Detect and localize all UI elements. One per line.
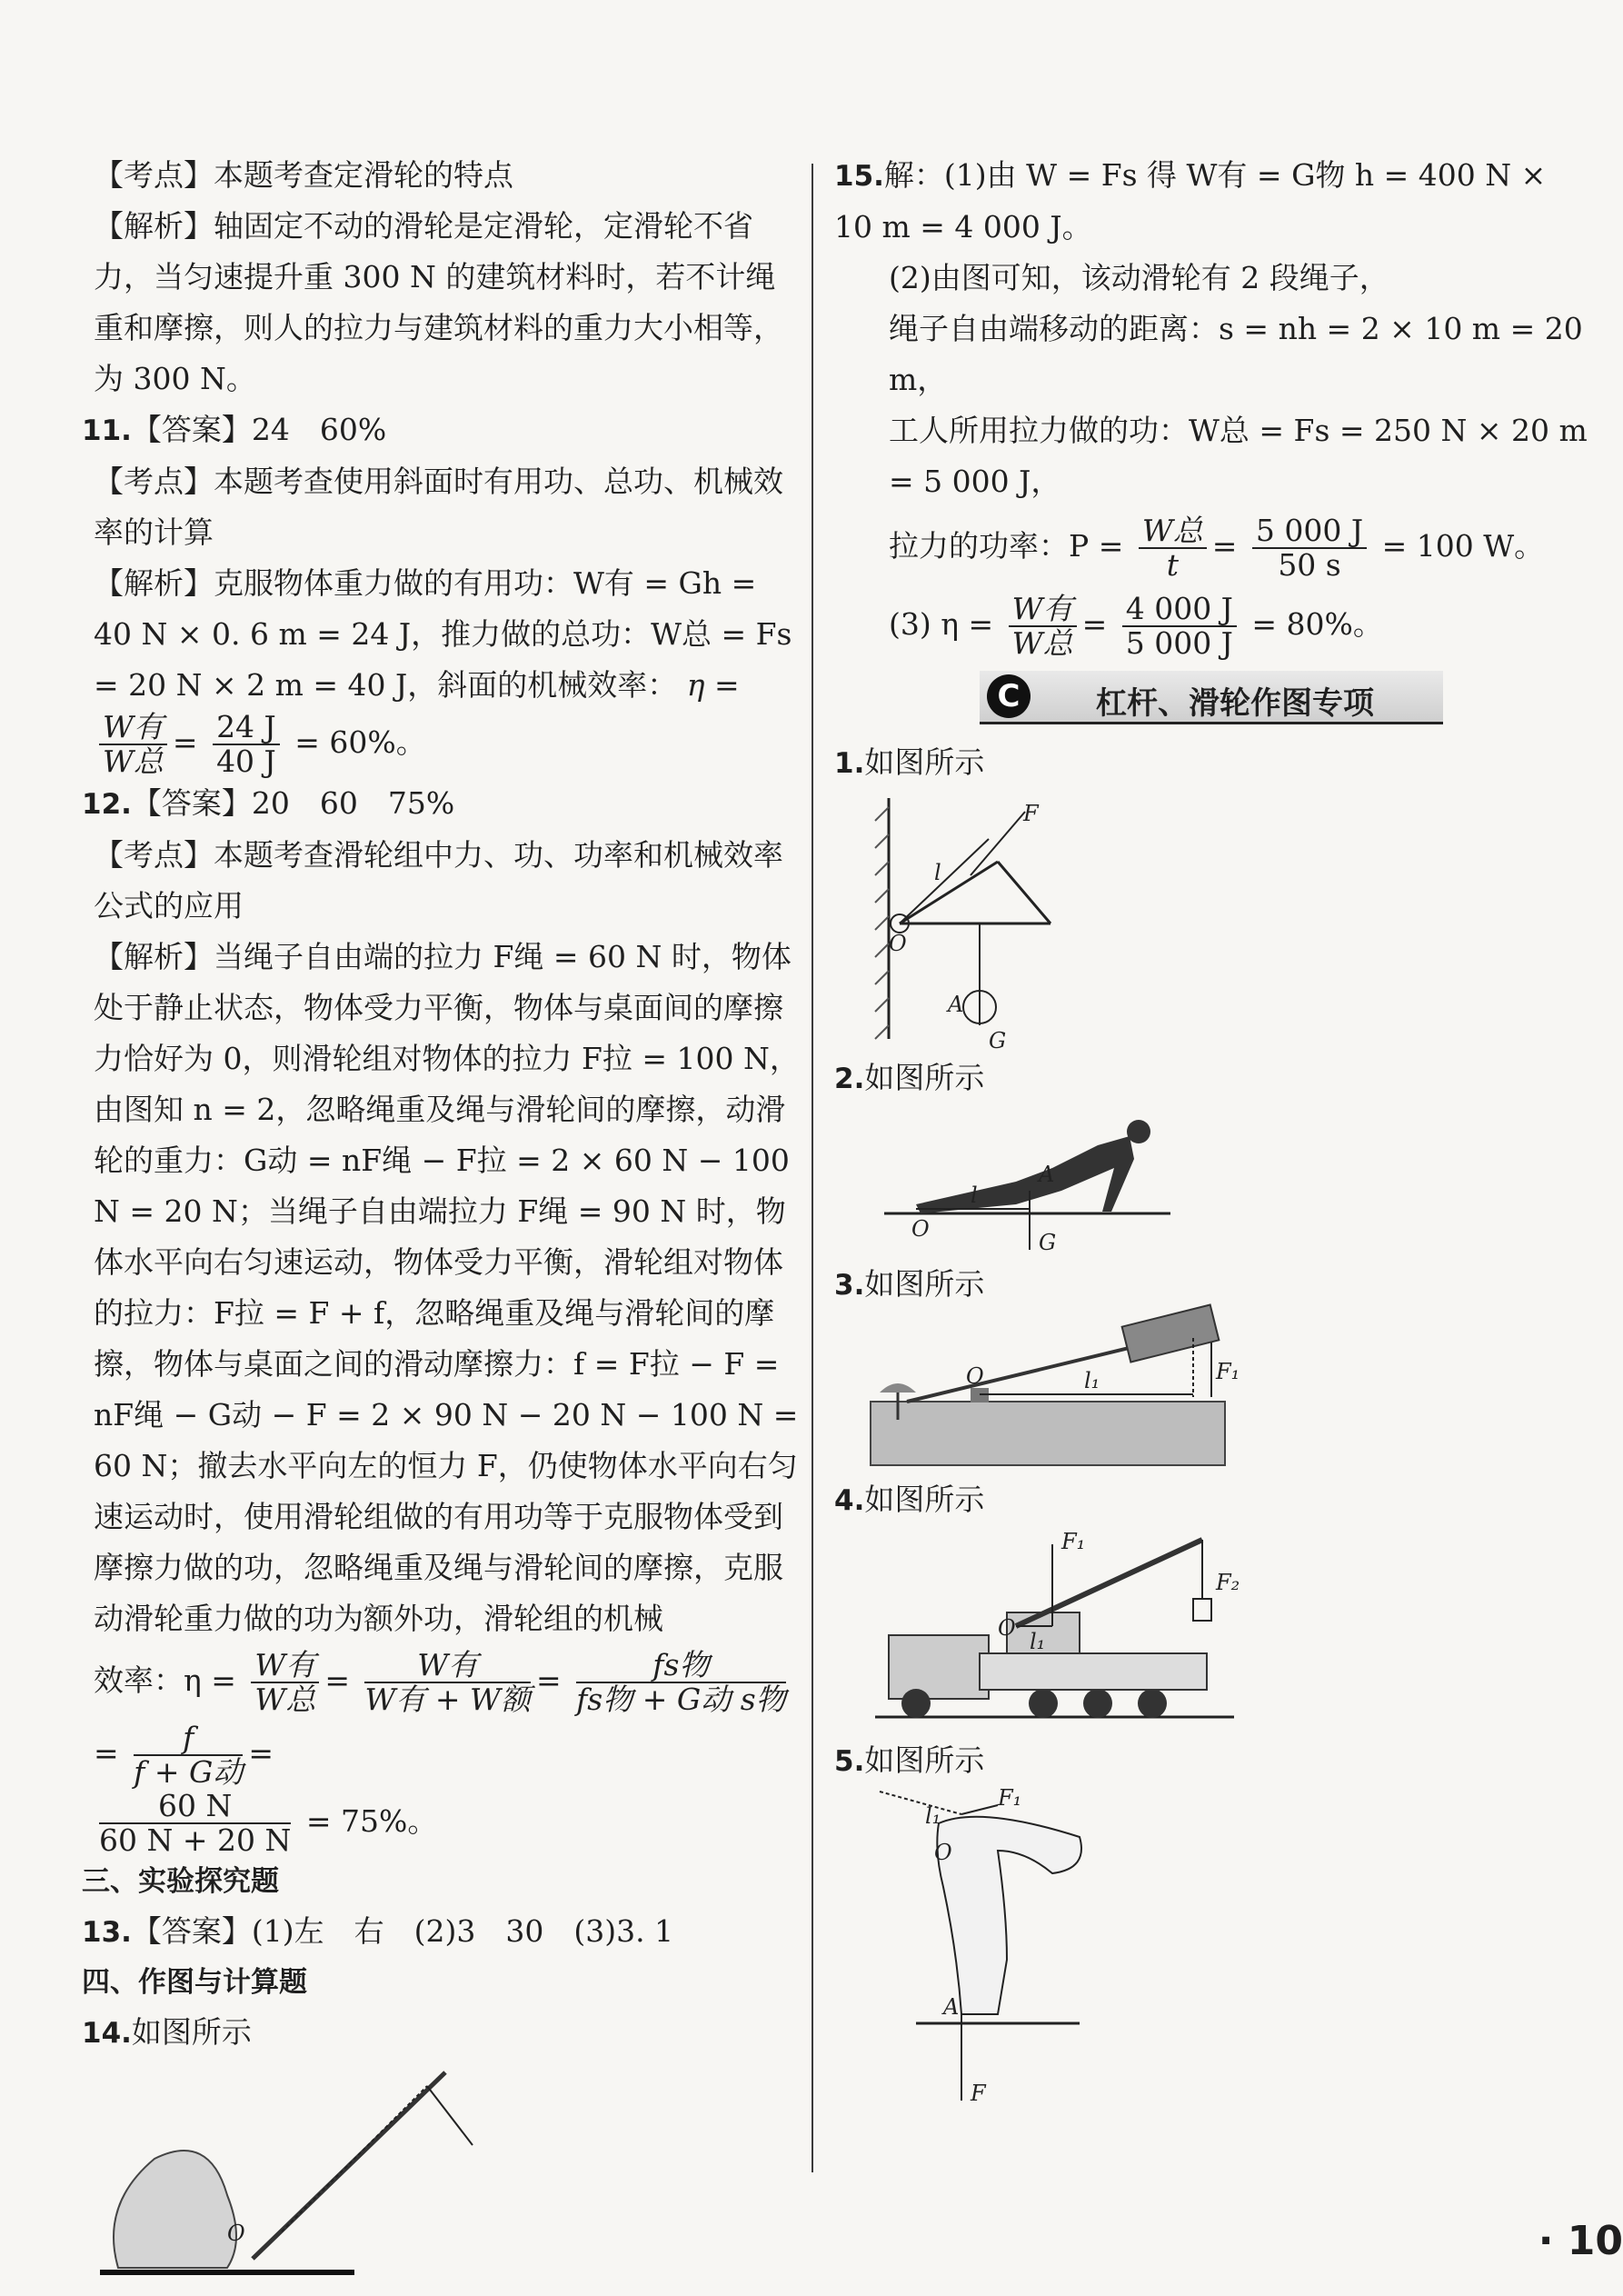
q12-jiexi: 【解析】当绳子自由端的拉力 F绳 = 60 N 时，物体处于静止状态，物体受力平衡，物体与桌面间的摩擦力恰好为 0，则滑轮组对物体的拉力 F拉 = 100 N，由图知 n = 2，忽略绳重及绳与滑轮间的摩擦，动滑轮的重力：G动 = nF绳 − F拉 = 2 × 60 N − 100 N = 20 N；当绳子自由端拉力 F绳 = 90 N 时，物体水平向右匀速运动，物体受力平衡，滑轮组对物体的拉力：F拉 = F + f，忽略绳重及绳与滑轮间的摩擦，物体与桌面之间的滑动摩擦力：f = F拉 − F = nF绳 − G动 − F = 2 × 90 N − 20 N − 100 N = 60 N；撤去水平向左的恒力 F，仍使物体水平向右匀速运动时，使用滑轮组做的有用功等于克服物体受到摩擦力做的功，忽略绳重及绳与滑轮间的摩擦，克服动滑轮重力做的功为额外功，滑轮组的机械 xyxy=(94,939,800,1636)
q15-eff-frac2: $\frac{4 000 J}{5 000 J}$ xyxy=(1122,593,1237,660)
q15-efficiency: (3) η = $\frac{\text{W有}}{\text{W总}}$ = $\frac{4 000 J}{5 000 J}$ = 80%。 xyxy=(889,591,1383,661)
item5-label-F: F xyxy=(971,2081,986,2106)
section-c-banner xyxy=(980,671,1443,724)
left-column xyxy=(82,150,800,2286)
q11-number: 11. xyxy=(82,414,132,447)
q12-efficiency-formula: 效率：η = $\frac{\text{W有}}{\text{W总}}$ = $\frac{\text{W有}}{\text{W有 + W额}}$ = $\frac{\text{fs物}}{\text{fs物 + G动 s物}}$ = $\frac{f}{\text{f + G动}}$ = xyxy=(94,1647,786,1790)
q11-jiexi: 【解析】克服物体重力做的有用功：W有 = Gh = 40 N × 0. 6 m = 24 J，推力做的总功：W总 = Fs = 20 N × 2 m = 40 J，斜面的机械效率： η = $\frac{\text{W有}}{\text{W总}}$ = $\frac{24 J}{40 J}$ = 60%。 xyxy=(94,565,792,779)
item5-label-A: A xyxy=(943,1994,960,2020)
q15-number: 15. xyxy=(834,160,884,193)
q12-frac4: $\frac{f}{\text{f + G动}}$ xyxy=(134,1720,244,1790)
q12-answer: 【答案】20 60 75% xyxy=(131,785,455,821)
item3-lever-figure xyxy=(871,1311,1240,1474)
item3-text: 如图所示 xyxy=(864,1266,985,1302)
item2-label-G: G xyxy=(1039,1230,1057,1255)
q12-result: = 75%。 xyxy=(305,1803,438,1839)
section-3-title: 三、实验探究题 xyxy=(82,1865,279,1898)
q15-line2: (2)由图可知，该动滑轮有 2 段绳子， xyxy=(889,260,1389,295)
item2-pushup-figure xyxy=(880,1104,1189,1259)
q11-kaodian: 【考点】本题考查使用斜面时有用功、总功、机械效率的计算 xyxy=(94,464,783,550)
q12-frac1: $\frac{\text{W有}}{\text{W总}}$ xyxy=(251,1649,319,1716)
q10-kaodian: 【考点】本题考查定滑轮的特点 xyxy=(94,157,513,193)
item3-label-l1: l₁ xyxy=(1084,1368,1100,1393)
item2-label-l: l xyxy=(971,1183,978,1208)
q15-power: 拉力的功率：P = $\frac{\text{W总}}{t}$ = $\frac{5 000 J}{50 s}$ = 100 W。 xyxy=(889,513,1545,583)
q12-frac5: $\frac{60 N}{60 N + 20 N}$ xyxy=(99,1788,292,1858)
item4-crane-figure xyxy=(871,1526,1252,1735)
item2-text: 如图所示 xyxy=(864,1060,985,1095)
q15-power-result: = 100 W。 xyxy=(1381,528,1545,564)
q11-result: = 60%。 xyxy=(294,724,426,760)
q15-eff-label: (3) η = xyxy=(889,606,994,642)
right-column xyxy=(834,150,1588,2114)
page-number: · 10 xyxy=(1538,2218,1623,2264)
q11-eta: η = xyxy=(686,667,740,703)
q12-eff-label: 效率：η = xyxy=(94,1662,236,1698)
q12-number: 12. xyxy=(82,788,132,821)
item4-label-F2: F₂ xyxy=(1216,1570,1240,1595)
item4-label-O: O xyxy=(998,1615,1016,1641)
q15-power-label: 拉力的功率：P = xyxy=(889,528,1124,564)
item5-bending-figure xyxy=(871,1787,1143,2114)
q12-frac2: $\frac{\text{W有}}{\text{W有 + W额}}$ xyxy=(364,1647,531,1717)
q11-jiexi-text: 【解析】克服物体重力做的有用功：W有 = Gh = 40 N × 0. 6 m = 24 J，推力做的总功：W总 = Fs = 20 N × 2 m = 40 J，斜面的机械效率： xyxy=(94,565,792,703)
item5-label-F1: F₁ xyxy=(998,1785,1022,1811)
item3-label-F1: F₁ xyxy=(1216,1359,1240,1384)
q15-line4: 工人所用拉力做的功：W总 = Fs = 250 N × 20 m = 5 000 J， xyxy=(889,413,1588,499)
q11-frac1: $\frac{\text{W有}}{\text{W总}}$ xyxy=(99,711,167,778)
item1-number: 1. xyxy=(834,747,865,780)
q12-frac3: $\frac{\text{fs物}}{\text{fs物 + G动 s物}}$ xyxy=(576,1647,786,1717)
item5-label-O: O xyxy=(934,1840,952,1865)
q13-number: 13. xyxy=(82,1916,132,1949)
q12-kaodian: 【考点】本题考查滑轮组中力、功、功率和机械效率公式的应用 xyxy=(94,837,783,923)
q15-eff-result: = 80%。 xyxy=(1251,606,1383,642)
item1-label-A: A xyxy=(948,992,964,1017)
item1-label-l: l xyxy=(934,860,941,885)
item1-label-F: F xyxy=(1023,801,1039,826)
section-c-letter: C xyxy=(987,674,1031,718)
item5-text: 如图所示 xyxy=(864,1742,985,1778)
item2-label-O: O xyxy=(911,1216,930,1242)
item1-text: 如图所示 xyxy=(864,744,985,780)
item4-text: 如图所示 xyxy=(864,1482,985,1517)
q10-jiexi: 【解析】轴固定不动的滑轮是定滑轮，定滑轮不省力，当匀速提升重 300 N 的建筑材料时，若不计绳重和摩擦，则人的拉力与建筑材料的重力大小相等，为 300 N。 xyxy=(94,208,783,396)
item2-label-A: A xyxy=(1039,1162,1055,1187)
q14-number: 14. xyxy=(82,2017,132,2050)
q13-answer: 【答案】(1)左 右 (2)3 30 (3)3. 1 xyxy=(131,1913,674,1949)
item4-number: 4. xyxy=(834,1484,865,1517)
item4-label-F1: F₁ xyxy=(1061,1529,1086,1554)
item4-label-l1: l₁ xyxy=(1030,1629,1046,1654)
item1-label-G: G xyxy=(989,1028,1007,1053)
q14-text: 如图所示 xyxy=(131,2014,252,2050)
section-c-title: 杠杆、滑轮作图专项 xyxy=(1096,685,1374,722)
q14-label-O: O xyxy=(227,2221,245,2246)
q15-power-frac2: $\frac{5 000 J}{50 s}$ xyxy=(1252,514,1367,582)
item3-number: 3. xyxy=(834,1269,865,1302)
item1-lever-figure xyxy=(861,789,1098,1053)
section-4-title: 四、作图与计算题 xyxy=(82,1966,307,1999)
column-divider xyxy=(812,164,813,2172)
item2-number: 2. xyxy=(834,1063,865,1095)
item3-label-O: O xyxy=(966,1363,984,1389)
q11-answer: 【答案】24 60% xyxy=(131,412,387,447)
item1-label-O: O xyxy=(889,931,907,956)
q15-line1: 解：(1)由 W = Fs 得 W有 = G物 h = 400 N × 10 m = 4 000 J。 xyxy=(834,157,1547,245)
item5-number: 5. xyxy=(834,1745,865,1778)
q15-line3: 绳子自由端移动的距离：s = nh = 2 × 10 m = 20 m， xyxy=(889,311,1583,397)
q12-result-line xyxy=(82,1790,800,1857)
q14-lever-figure xyxy=(91,2059,382,2286)
q15-power-frac1: $\frac{\text{W总}}{t}$ xyxy=(1139,514,1207,582)
q11-frac2: $\frac{24 J}{40 J}$ xyxy=(213,711,280,778)
item5-label-l1: l₁ xyxy=(925,1803,941,1829)
q15-eff-frac1: $\frac{\text{W有}}{\text{W总}}$ xyxy=(1009,593,1077,660)
